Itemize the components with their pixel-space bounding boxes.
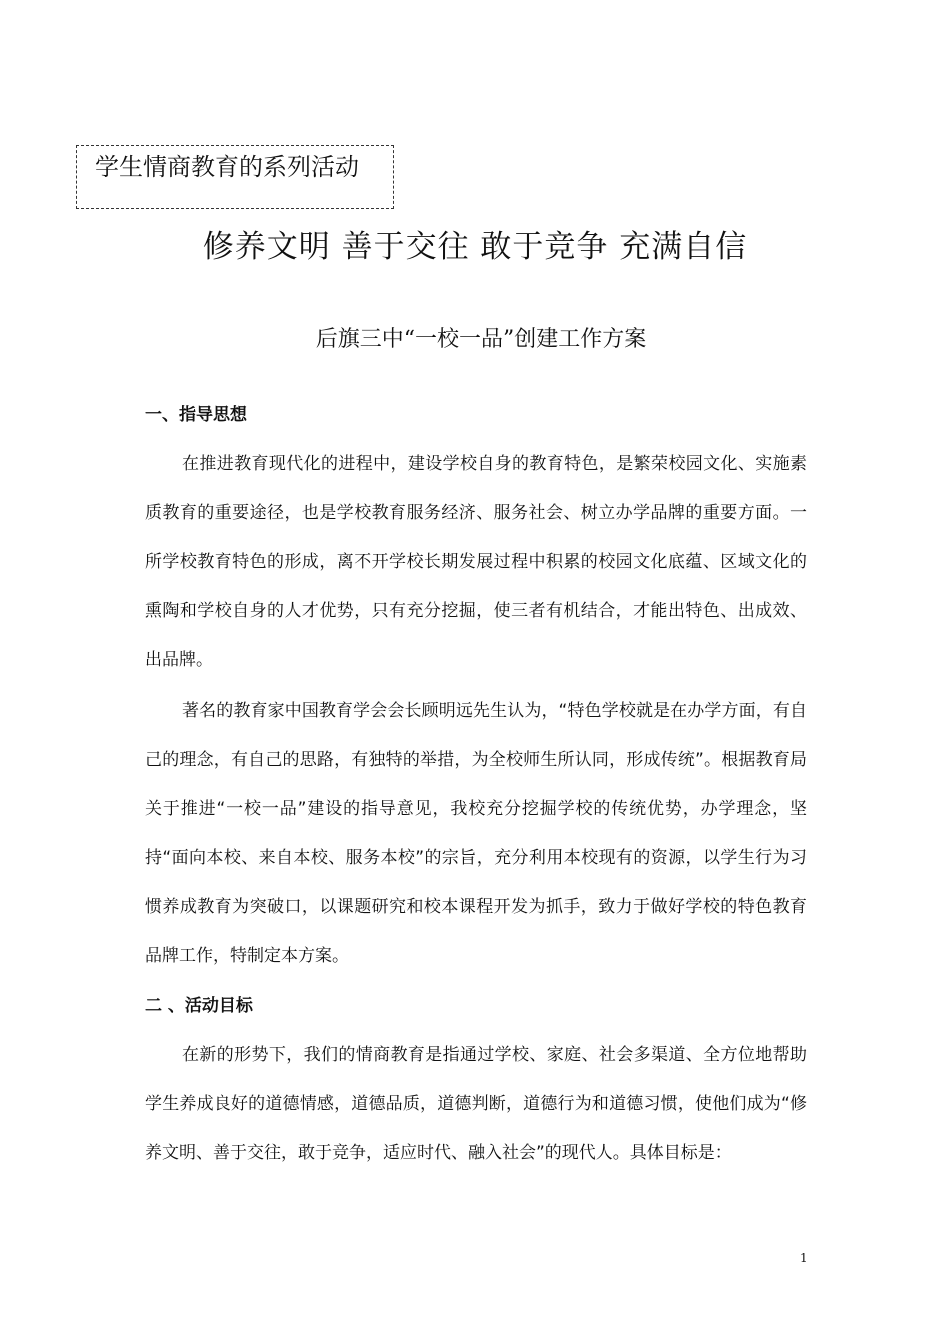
slogan-heading: 修养文明 善于交往 敢于竞争 充满自信 [202,229,748,265]
paragraph-guiding-ideology-1: 在推进教育现代化的进程中，建设学校自身的教育特色，是繁荣校园文化、实施素质教育的重要途径，也是学校教育服务经济、服务社会、树立办学品牌的重要方面。一所学校教育特色的形成，离不开学校长期发展过程中积累的校园文化底蕴、区域文化的熏陶和学校自身的人才优势，只有充分挖掘，使三者有机结合，才能出特色、出成效、出品牌。 [145,454,807,670]
page-number: 1 [800,1251,808,1265]
paragraph-activity-goals: 在新的形势下，我们的情商教育是指通过学校、家庭、社会多渠道、全方位地帮助学生养成良好的道德情感，道德品质，道德判断，道德行为和道德习惯，使他们成为“修养文明、善于交往，敢于竞争，适应时代、融入社会”的现代人。具体目标是： [145,1045,807,1163]
paragraph-guiding-ideology-2: 著名的教育家中国教育学会会长顾明远先生认为，“特色学校就是在办学方面，有自己的理念，有自己的思路，有独特的举措，为全校师生所认同，形成传统”。根据教育局关于推进“一校一品”建设的指导意见，我校充分挖掘学校的传统优势，办学理念，坚持“面向本校、来自本校、服务本校”的宗旨，充分利用本校现有的资源，以学生行为习惯养成教育为突破口，以课题研究和校本课程开发为抓手，致力于做好学校的特色教育品牌工作，特制定本方案。 [145,701,807,966]
document-title: 后旗三中“一校一品”创建工作方案 [315,327,647,352]
activity-tag-box [76,145,394,209]
section-heading-activity-goals: 二 、活动目标 [145,996,253,1016]
section-heading-guiding-ideology: 一、指导思想 [145,405,247,425]
activity-tag-text: 学生情商教育的系列活动 [95,153,359,181]
